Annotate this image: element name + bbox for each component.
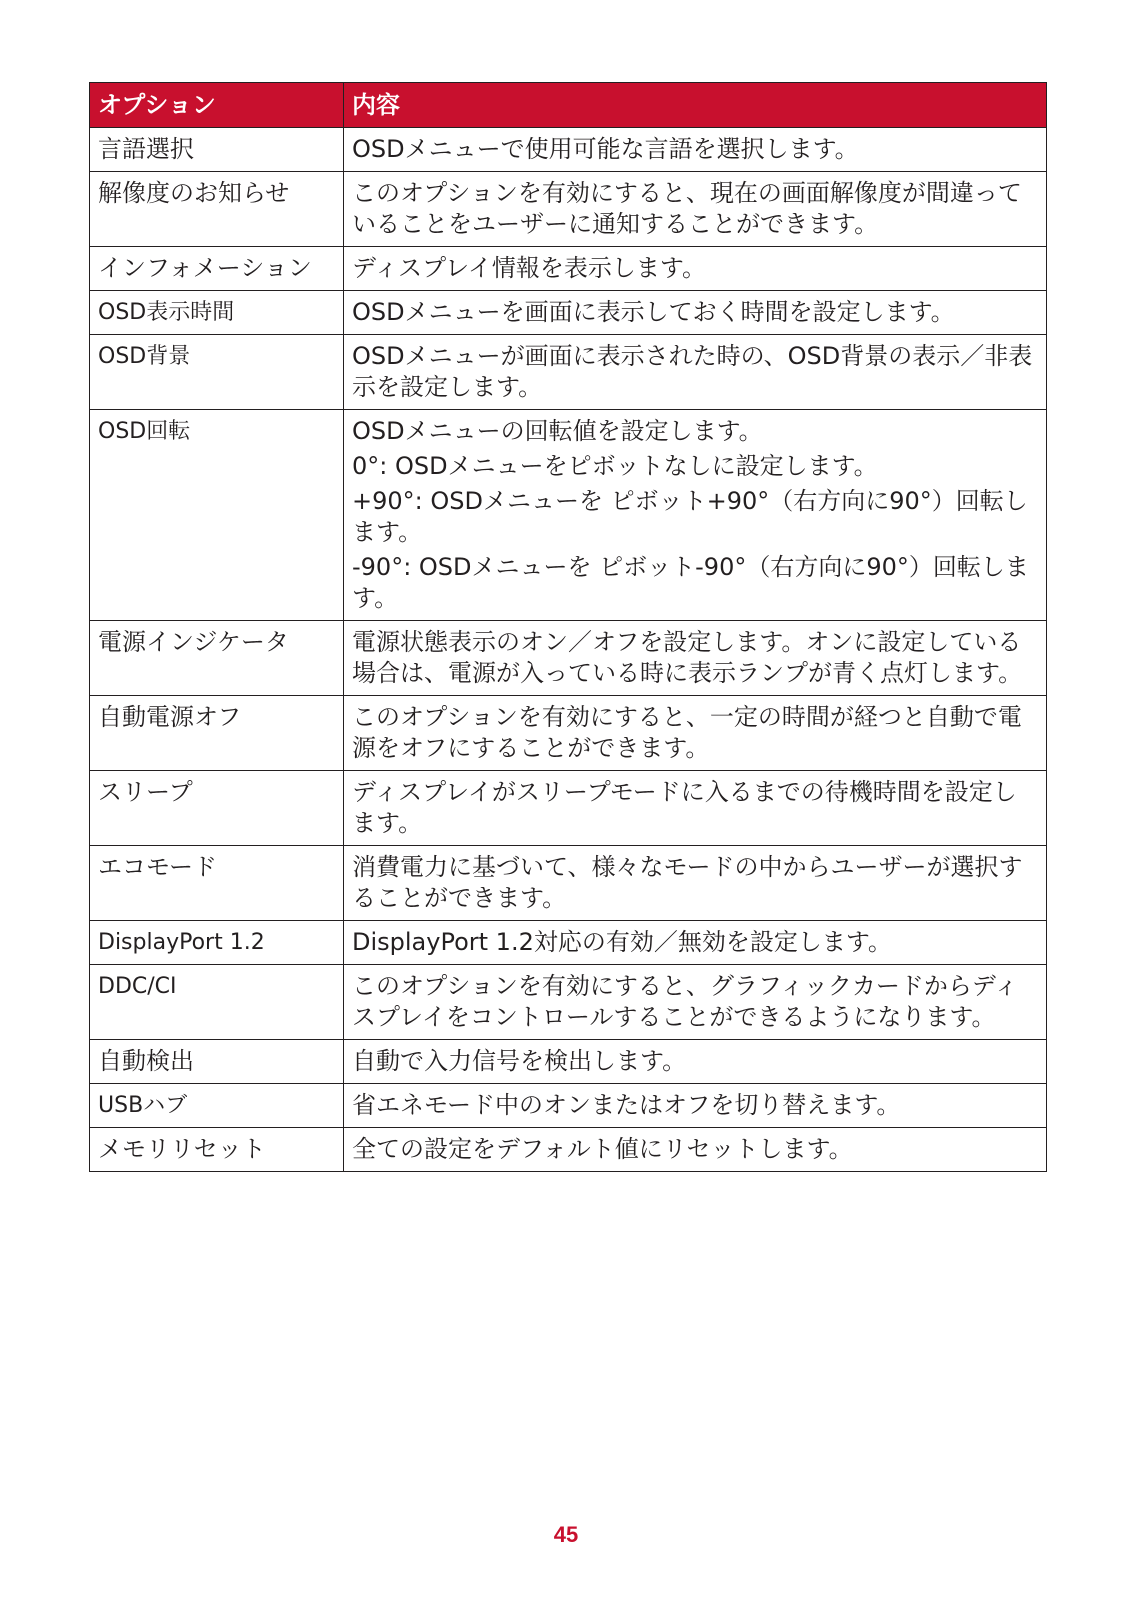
option-cell: USBハブ (90, 1084, 344, 1128)
content-line: -90°: OSDメニューを ピボット-90°（右方向に90°）回転します。 (352, 553, 1029, 612)
table-row (90, 771, 1047, 846)
table-row (90, 1084, 1047, 1128)
content-cell (344, 335, 1047, 410)
content-line: このオプションを有効にすると、現在の画面解像度が間違っていることをユーザーに通知することができます。 (352, 179, 1022, 238)
table-row (90, 128, 1047, 172)
content-line: このオプションを有効にすると、グラフィックカードからディスプレイをコントロールすることができるようになります。 (352, 972, 1018, 1031)
table-row (90, 410, 1047, 621)
table-row (90, 335, 1047, 410)
table-row (90, 621, 1047, 696)
content-cell (344, 1040, 1047, 1084)
header-option: オプション (90, 83, 344, 128)
table-row (90, 247, 1047, 291)
content-cell (344, 291, 1047, 335)
content-cell (344, 921, 1047, 965)
content-line: このオプションを有効にすると、一定の時間が経つと自動で電源をオフにすることができます。 (352, 703, 1022, 762)
option-cell: 言語選択 (90, 128, 344, 172)
option-cell: DDC/CI (90, 965, 344, 1040)
content-cell (344, 621, 1047, 696)
table-row (90, 1040, 1047, 1084)
table-body (90, 128, 1047, 1172)
content-cell (344, 247, 1047, 291)
content-line: OSDメニューの回転値を設定します。 (352, 417, 763, 445)
content-line: OSDメニューが画面に表示された時の、OSD背景の表示／非表示を設定します。 (352, 342, 1033, 401)
content-line: +90°: OSDメニューを ピボット+90°（右方向に90°）回転します。 (352, 487, 1028, 546)
content-line: 自動で入力信号を検出します。 (352, 1047, 687, 1075)
options-table (89, 82, 1047, 1172)
header-content: 内容 (344, 83, 1047, 128)
option-cell: エコモード (90, 846, 344, 921)
option-cell: インフォメーション (90, 247, 344, 291)
content-line: DisplayPort 1.2対応の有効／無効を設定します。 (352, 928, 892, 956)
content-cell (344, 965, 1047, 1040)
option-cell: OSD背景 (90, 335, 344, 410)
table-row (90, 1128, 1047, 1172)
table-row (90, 696, 1047, 771)
page-number: 45 (553, 1522, 579, 1547)
content-cell (344, 128, 1047, 172)
content-cell (344, 1084, 1047, 1128)
content-line: ディスプレイ情報を表示します。 (352, 254, 706, 282)
table-row (90, 921, 1047, 965)
option-cell: DisplayPort 1.2 (90, 921, 344, 965)
content-line: 消費電力に基づいて、様々なモードの中からユーザーが選択することができます。 (352, 853, 1023, 912)
option-cell: メモリリセット (90, 1128, 344, 1172)
content-line: 0°: OSDメニューをピボットなしに設定します。 (352, 452, 878, 480)
table-header-row (90, 83, 1047, 128)
content-line: OSDメニューを画面に表示しておく時間を設定します。 (352, 298, 955, 326)
option-cell: スリープ (90, 771, 344, 846)
content-line: ディスプレイがスリープモードに入るまでの待機時間を設定します。 (352, 778, 1017, 837)
table-row (90, 965, 1047, 1040)
table-row (90, 291, 1047, 335)
content-cell (344, 771, 1047, 846)
content-cell (344, 1128, 1047, 1172)
option-cell: OSD表示時間 (90, 291, 344, 335)
content-cell (344, 846, 1047, 921)
content-cell (344, 696, 1047, 771)
content-line: 全ての設定をデフォルト値にリセットします。 (352, 1135, 853, 1163)
content-line: 電源状態表示のオン／オフを設定します。オンに設定している場合は、電源が入っている時に表示ランプが青く点灯します。 (352, 628, 1023, 687)
content-cell (344, 172, 1047, 247)
option-cell: 自動電源オフ (90, 696, 344, 771)
content-line: OSDメニューで使用可能な言語を選択します。 (352, 135, 859, 163)
content-line: 省エネモード中のオンまたはオフを切り替えます。 (352, 1091, 901, 1119)
table-row (90, 846, 1047, 921)
table-row (90, 172, 1047, 247)
option-cell: 電源インジケータ (90, 621, 344, 696)
option-cell: OSD回転 (90, 410, 344, 621)
option-cell: 解像度のお知らせ (90, 172, 344, 247)
content-cell (344, 410, 1047, 621)
option-cell: 自動検出 (90, 1040, 344, 1084)
